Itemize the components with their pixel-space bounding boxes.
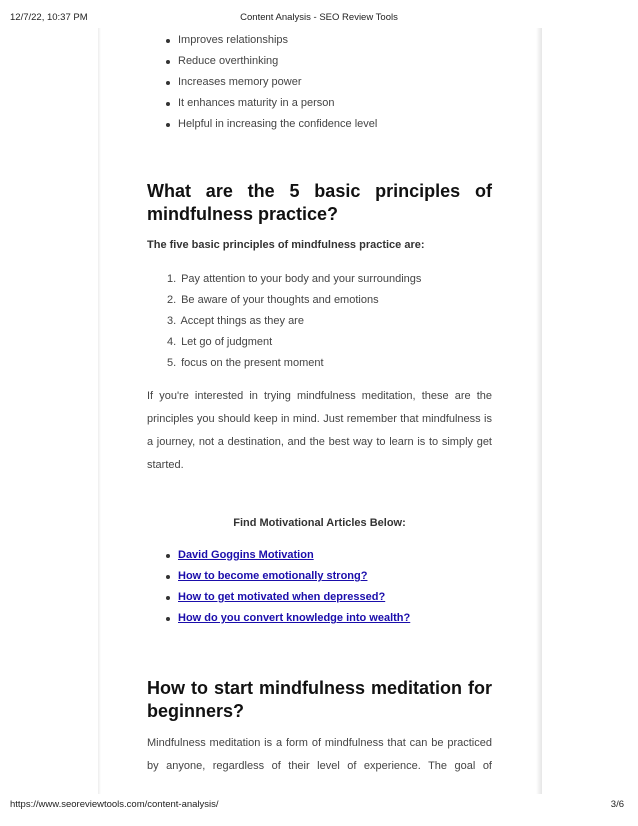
list-item-number: 1. — [167, 273, 177, 285]
list-item: Helpful in increasing the confidence level — [147, 114, 492, 135]
link-david-goggins-motivation[interactable]: David Goggins Motivation — [178, 549, 314, 561]
principles-heading-line2: mindfulness practice? — [147, 204, 339, 224]
list-item-number: 5. — [167, 357, 177, 369]
list-item — [147, 332, 492, 353]
print-footer — [0, 799, 638, 813]
start-heading-line2: beginners? — [147, 701, 245, 721]
list-item: Increases memory power — [147, 72, 492, 93]
list-item — [147, 311, 492, 332]
list-item — [147, 545, 492, 566]
list-item: Improves relationships — [147, 30, 492, 51]
list-item — [147, 587, 492, 608]
print-header — [0, 12, 638, 26]
start-heading-line1: How to start mindfulness meditation for — [147, 678, 492, 698]
link-motivated-when-depressed[interactable]: How to get motivated when depressed? — [178, 591, 386, 603]
page-shadow-left — [98, 28, 101, 794]
print-page-number: 3/6 — [610, 799, 624, 810]
list-item — [147, 269, 492, 290]
print-title: Content Analysis - SEO Review Tools — [240, 12, 398, 23]
print-url: https://www.seoreviewtools.com/content-analysis/ — [10, 799, 219, 810]
list-item-text: Pay attention to your body and your surroundings — [181, 273, 422, 285]
page-shadow-right — [536, 28, 542, 794]
link-emotionally-strong[interactable]: How to become emotionally strong? — [178, 570, 368, 582]
list-item — [147, 566, 492, 587]
list-item — [147, 353, 492, 374]
list-item-number: 4. — [167, 336, 177, 348]
start-paragraph: Mindfulness meditation is a form of mindfulness that can be practiced by anyone, regardless of their level of experience. The goal of — [147, 737, 492, 772]
benefits-list — [147, 30, 492, 135]
list-item: Reduce overthinking — [147, 51, 492, 72]
list-item — [147, 290, 492, 311]
principles-paragraph: If you're interested in trying mindfulness meditation, these are the principles you should keep in mind. Just remember that mindfulness is a journey, not a destination, and the best way to learn is to simply get started. — [147, 390, 492, 471]
list-item-number: 3. — [167, 315, 177, 327]
list-item-text: focus on the present moment — [181, 357, 324, 369]
principles-intro: The five basic principles of mindfulness practice are: — [147, 239, 425, 251]
start-heading — [147, 677, 492, 723]
principles-list — [147, 269, 492, 374]
principles-heading — [147, 180, 492, 226]
list-item-number: 2. — [167, 294, 177, 306]
list-item-text: Be aware of your thoughts and emotions — [181, 294, 379, 306]
print-datetime: 12/7/22, 10:37 PM — [10, 12, 88, 23]
list-item: It enhances maturity in a person — [147, 93, 492, 114]
link-knowledge-into-wealth[interactable]: How do you convert knowledge into wealth? — [178, 612, 411, 624]
motivational-heading: Find Motivational Articles Below: — [233, 517, 406, 529]
principles-heading-line1: What are the 5 basic principles of — [147, 181, 492, 201]
list-item — [147, 608, 492, 629]
list-item-text: Let go of judgment — [181, 336, 273, 348]
list-item-text: Accept things as they are — [180, 315, 304, 327]
motivational-links-list — [147, 545, 492, 629]
